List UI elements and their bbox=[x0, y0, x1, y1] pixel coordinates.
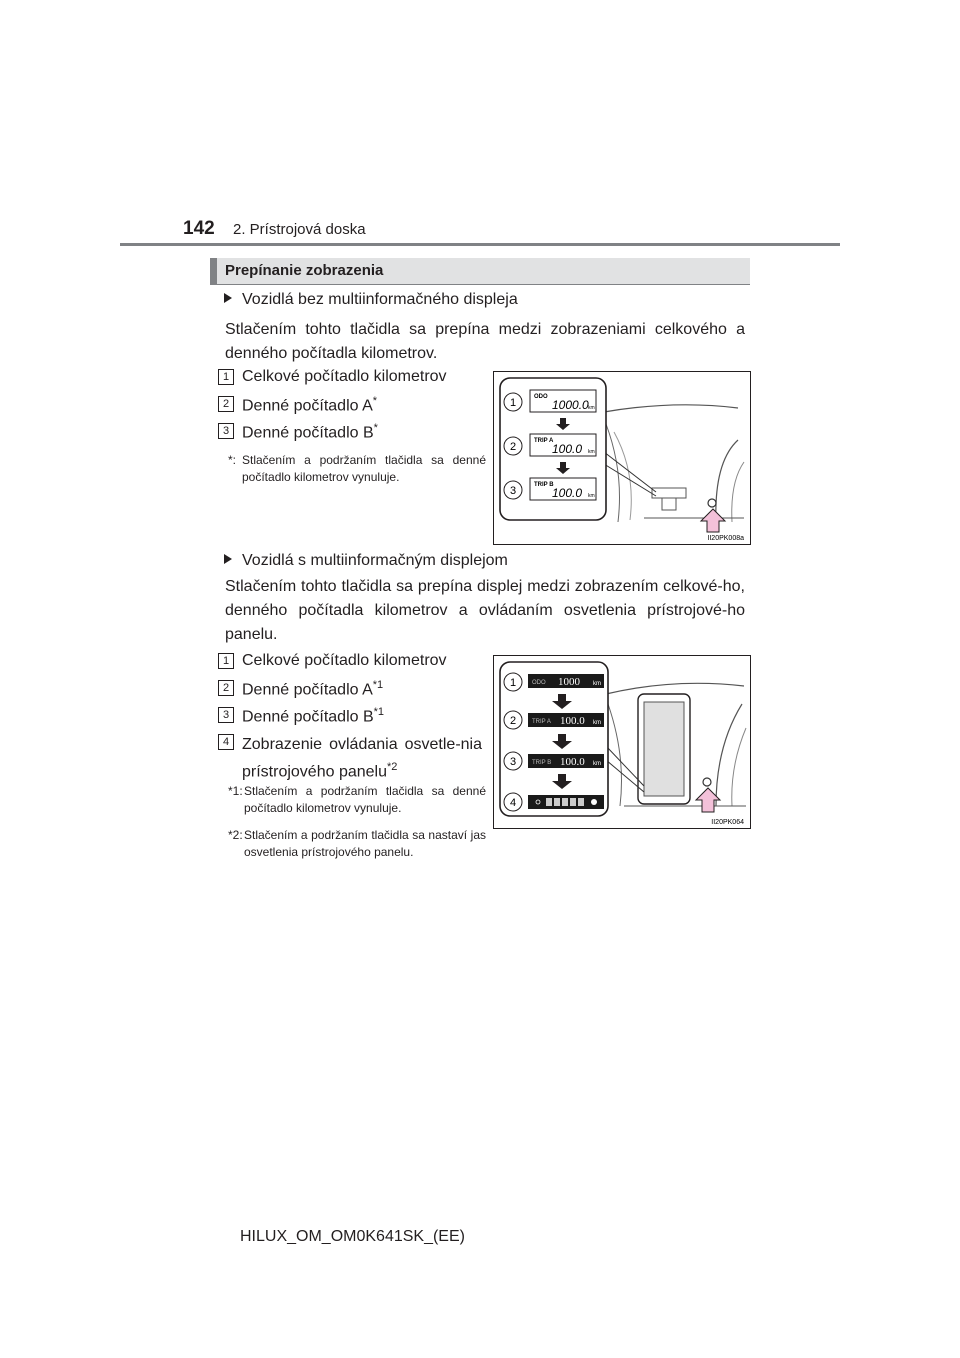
part2-subtitle-text: Vozidlá s multiinformačným displejom bbox=[242, 552, 508, 569]
footnote-ref: *1 bbox=[372, 679, 384, 691]
part1-item-2 bbox=[242, 395, 377, 415]
part2-item-2 bbox=[242, 679, 383, 699]
display-value: 100.0 bbox=[560, 715, 585, 727]
item-text: Denné počítadlo B bbox=[242, 708, 374, 726]
part2-footnote-1 bbox=[228, 783, 486, 817]
triangle-bullet-icon bbox=[224, 293, 232, 303]
footnote-ref: *1 bbox=[373, 706, 385, 718]
display-value: 100.0 bbox=[552, 442, 583, 456]
page-number: 142 bbox=[183, 218, 215, 239]
callout-number: 1 bbox=[218, 653, 234, 669]
part1-footnote bbox=[228, 452, 486, 486]
footnote-ref: * bbox=[372, 395, 378, 407]
part1-paragraph: Stlačením tohto tlačidla sa prepína medzi zobrazeniami celkového a denného počítadla kilometrov. bbox=[225, 321, 745, 362]
part2-item-1 bbox=[242, 652, 447, 670]
section-heading bbox=[210, 258, 750, 284]
section-rule bbox=[210, 284, 750, 285]
display-unit: km bbox=[588, 405, 595, 411]
item-text: Zobrazenie ovládania osvetle-nia prístrojového panelu bbox=[242, 736, 482, 781]
part1-item-3 bbox=[242, 422, 378, 442]
display-label: TRIP A bbox=[534, 438, 554, 444]
callout-number: 3 bbox=[218, 707, 234, 723]
item-text: Celkové počítadlo kilometrov bbox=[242, 368, 447, 385]
callout-number: 1 bbox=[218, 369, 234, 385]
item-text: Denné počítadlo A bbox=[242, 681, 373, 699]
callout-number: 3 bbox=[509, 756, 517, 768]
figure-code: II20PK064 bbox=[711, 819, 744, 826]
display-unit: km bbox=[593, 681, 601, 687]
footnote-ref: * bbox=[373, 422, 378, 434]
display-label: TRIP B bbox=[534, 482, 554, 488]
section-title: Prepínanie zobrazenia bbox=[225, 262, 384, 279]
footnote-text: Stlačením a podržaním tlačidla sa nastaví jas osvetlenia prístrojového panelu. bbox=[244, 828, 486, 859]
display-label: ODO bbox=[534, 394, 548, 400]
header-rule bbox=[120, 243, 840, 246]
footnote-mark: *1: bbox=[228, 784, 243, 798]
callout-number: 2 bbox=[509, 715, 517, 727]
footnote-ref: *2 bbox=[386, 761, 398, 773]
callout-number: 1 bbox=[509, 397, 517, 409]
callout-number: 2 bbox=[509, 441, 517, 453]
figure-odometer-basic bbox=[493, 371, 751, 545]
display-unit: km bbox=[593, 761, 601, 767]
display-unit: km bbox=[588, 493, 595, 499]
part2-footnote-2 bbox=[228, 827, 486, 861]
display-value: 100.0 bbox=[552, 486, 583, 500]
item-text: Celkové počítadlo kilometrov bbox=[242, 652, 447, 669]
display-unit: km bbox=[588, 449, 595, 455]
footnote-text: Stlačením a podržaním tlačidla sa denné počítadlo kilometrov vynuluje. bbox=[244, 784, 486, 815]
callout-number: 4 bbox=[218, 734, 234, 750]
section-heading-bar bbox=[210, 258, 217, 284]
item-text: Denné počítadlo B bbox=[242, 424, 374, 442]
part2-paragraph: Stlačením tohto tlačidla sa prepína displej medzi zobrazením celkové-ho, denného počítadla kilometrov a ovládaním osvetlenia prístrojové-ho panelu. bbox=[225, 578, 745, 643]
callout-number: 2 bbox=[218, 680, 234, 696]
triangle-bullet-icon bbox=[224, 554, 232, 564]
display-label: ODO bbox=[532, 680, 546, 686]
display-value: 1000.0 bbox=[552, 398, 589, 412]
display-label: TRIP B bbox=[532, 760, 552, 766]
item-text: Denné počítadlo A bbox=[242, 397, 373, 415]
callout-number: 3 bbox=[218, 423, 234, 439]
display-value: 100.0 bbox=[560, 756, 585, 768]
display-value: 1000 bbox=[558, 676, 580, 688]
part2-item-4 bbox=[242, 733, 482, 783]
callout-number: 2 bbox=[218, 396, 234, 412]
display-unit: km bbox=[593, 720, 601, 726]
callout-number: 1 bbox=[509, 677, 517, 689]
footnote-text: Stlačením a podržaním tlačidla sa denné počítadlo kilometrov vynuluje. bbox=[242, 453, 486, 484]
figure-code: II20PK008a bbox=[707, 535, 744, 542]
callout-number: 3 bbox=[509, 485, 517, 497]
sun-large-icon bbox=[591, 799, 597, 805]
footnote-mark: *2: bbox=[228, 828, 243, 842]
document-code: HILUX_OM_OM0K641SK_(EE) bbox=[240, 1228, 465, 1245]
footnote-mark: *: bbox=[228, 453, 237, 467]
part2-item-3 bbox=[242, 706, 384, 726]
chapter-title: 2. Prístrojová doska bbox=[233, 221, 366, 238]
part2-subtitle bbox=[224, 552, 508, 570]
part1-item-1 bbox=[242, 368, 447, 386]
part1-subtitle bbox=[224, 291, 518, 309]
figure-multi-info-display bbox=[493, 655, 751, 829]
callout-number: 4 bbox=[509, 797, 517, 809]
part1-subtitle-text: Vozidlá bez multiinformačného displeja bbox=[242, 291, 518, 308]
display-label: TRIP A bbox=[532, 719, 551, 725]
